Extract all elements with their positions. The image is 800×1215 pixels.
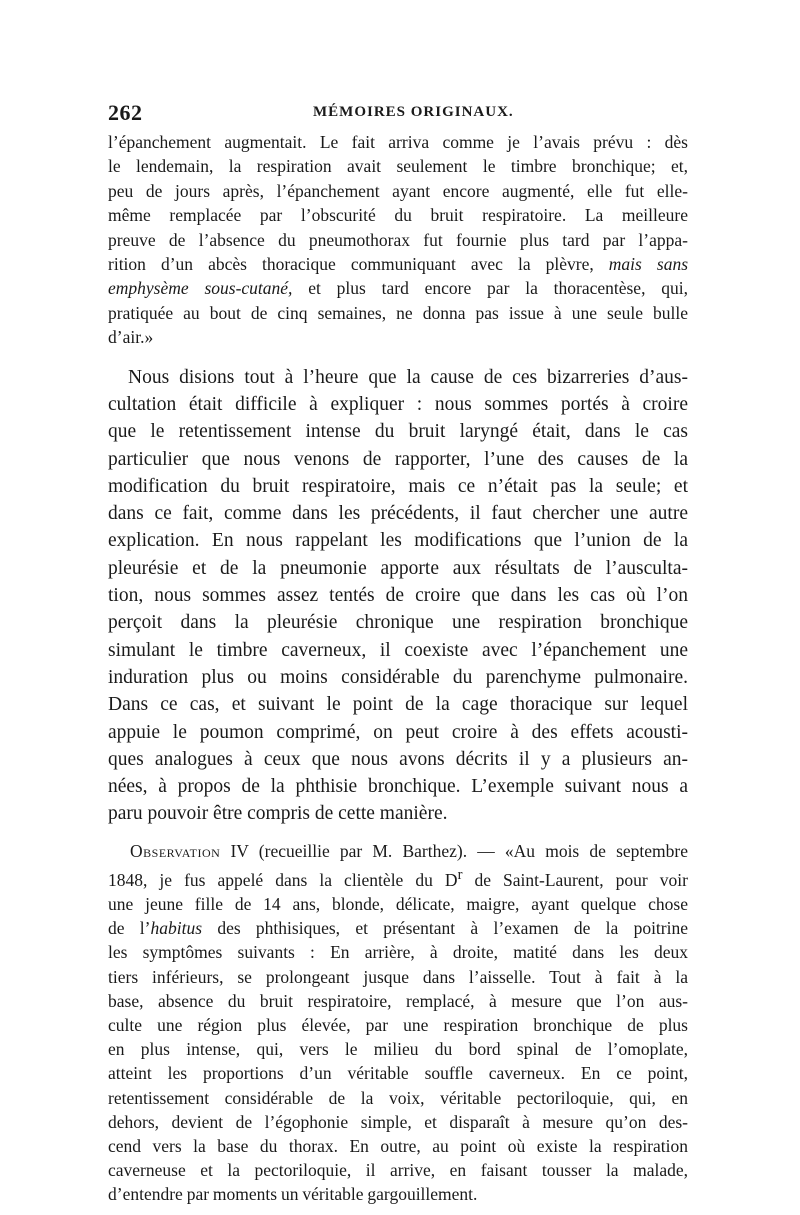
text-line: d’air.» (108, 327, 154, 348)
text-line: paru pouvoir être compris de cette manière. (108, 803, 448, 825)
text-segment: de Saint-Laurent, pour voir (462, 869, 688, 890)
text-line: une jeune fille de 14 ans, blonde, délicate, maigre, ayant quelque chose (108, 893, 688, 914)
text-line: en plus intense, qui, vers le milieu du bord spinal de l’omoplate, (108, 1039, 688, 1060)
text-line: pleurésie et de la pneumonie apporte aux résultats de l’ausculta- (108, 557, 688, 579)
text-line: l’épanchement augmentait. Le fait arriva comme je l’avais prévu : dès (108, 132, 688, 152)
main-paragraph (108, 364, 688, 828)
page-header (108, 100, 688, 130)
text-line: que le retentissement intense du bruit laryngé était, dans le cas (108, 421, 688, 443)
text-line: culte une région plus élevée, par une respiration bronchique de plus (108, 1014, 688, 1035)
text-line: ques analogues à ceux que nous avons décrits il y a plusieurs an- (108, 748, 688, 770)
observation-paragraph (108, 839, 688, 1207)
text-line: cend vers la base du thorax. En outre, au point où existe la respiration (108, 1135, 688, 1156)
text-segment: 1848, je fus appelé dans la clientèle du D (108, 869, 458, 890)
text-line: cultation était difficile à expliquer : nous sommes portés à croire (108, 393, 688, 415)
text-line: peu de jours après, l’épanchement ayant encore augmenté, elle fut elle- (108, 180, 688, 201)
text-line: le lendemain, la respiration avait seulement le timbre bronchique; et, (108, 156, 688, 177)
text-line: modification du bruit respiratoire, mais ce n’était pas la seule; et (108, 475, 688, 497)
text-segment: rition d’un abcès thoracique communiquant avec la plèvre, (108, 254, 594, 275)
text-segment: des phthisiques, et présentant à l’examen de la poitrine (202, 918, 688, 939)
text-line (108, 863, 688, 892)
text-line: base, absence du bruit respiratoire, remplacé, à mesure que l’on aus- (108, 990, 688, 1011)
observation-label: Observation (130, 840, 221, 861)
italic-segment: mais sans (608, 254, 688, 275)
text-line: caverneuse et la pectoriloquie, il arrive, en faisant tousser la malade, (108, 1160, 688, 1181)
text-line (108, 252, 688, 276)
text-line: d’entendre par moments un véritable gargouillement. (108, 1184, 478, 1205)
superscript: r (457, 866, 463, 883)
text-line: Nous disions tout à l’heure que la cause de ces bizarreries d’aus- (128, 366, 688, 388)
quoted-paragraph (108, 130, 688, 350)
text-line: tiers inférieurs, se prolongeant jusque dans l’aisselle. Tout à fait à la (108, 966, 688, 987)
text-line: preuve de l’absence du pneumothorax fut fournie plus tard par l’appa- (108, 229, 688, 250)
text-line: retentissement considérable de la voix, véritable pectoriloquie, qui, en (108, 1087, 688, 1108)
text-line: perçoit dans la pleurésie chronique une respiration bronchique (108, 612, 688, 634)
text-line: explication. En nous rappelant les modifications que l’union de la (108, 530, 688, 552)
text-line: tion, nous sommes assez tentés de croire que dans les cas où l’on (108, 585, 688, 607)
text-line: pratiquée au bout de cinq semaines, ne donna pas issue à une seule bulle (108, 302, 688, 323)
text-line: nées, à propos de la phthisie bronchique. L’exemple suivant nous a (108, 776, 688, 798)
text-segment: IV (recueillie par M. Barthez). — «Au mois de septembre (220, 840, 688, 861)
text-line: même remplacée par l’obscurité du bruit respiratoire. La meilleure (108, 205, 688, 226)
page-number: 262 (108, 100, 143, 125)
book-page (108, 100, 688, 1207)
text-line: particulier que nous venons de rapporter, l’une des causes de la (108, 448, 688, 470)
text-line: les symptômes suivants : En arrière, à droite, matité dans les deux (108, 942, 688, 963)
text-line: dans ce fait, comme dans les précédents, il faut chercher une autre (108, 503, 688, 525)
text-segment: et plus tard encore par la thoracentèse, qui, (292, 278, 688, 299)
text-line: Dans ce cas, et suivant le point de la cage thoracique sur lequel (108, 694, 688, 716)
text-line: dehors, devient de l’égophonie simple, et disparaît à mesure qu’on des- (108, 1111, 688, 1132)
italic-segment: habitus (150, 918, 203, 939)
text-line (108, 839, 688, 863)
text-line (108, 276, 688, 300)
running-head: MÉMOIRES ORIGINAUX. (313, 104, 514, 120)
text-line: simulant le timbre caverneux, il coexiste avec l’épanchement une (108, 639, 688, 661)
text-segment: de l’ (108, 918, 151, 939)
text-line: appuie le poumon comprimé, on peut croire à des effets acousti- (108, 721, 688, 743)
text-line: induration plus ou moins considérable du parenchyme pulmonaire. (108, 666, 688, 688)
text-line: atteint les proportions d’un véritable souffle caverneux. En ce point, (108, 1063, 688, 1084)
text-line (108, 916, 688, 940)
italic-segment: emphysème sous-cutané, (108, 278, 293, 299)
